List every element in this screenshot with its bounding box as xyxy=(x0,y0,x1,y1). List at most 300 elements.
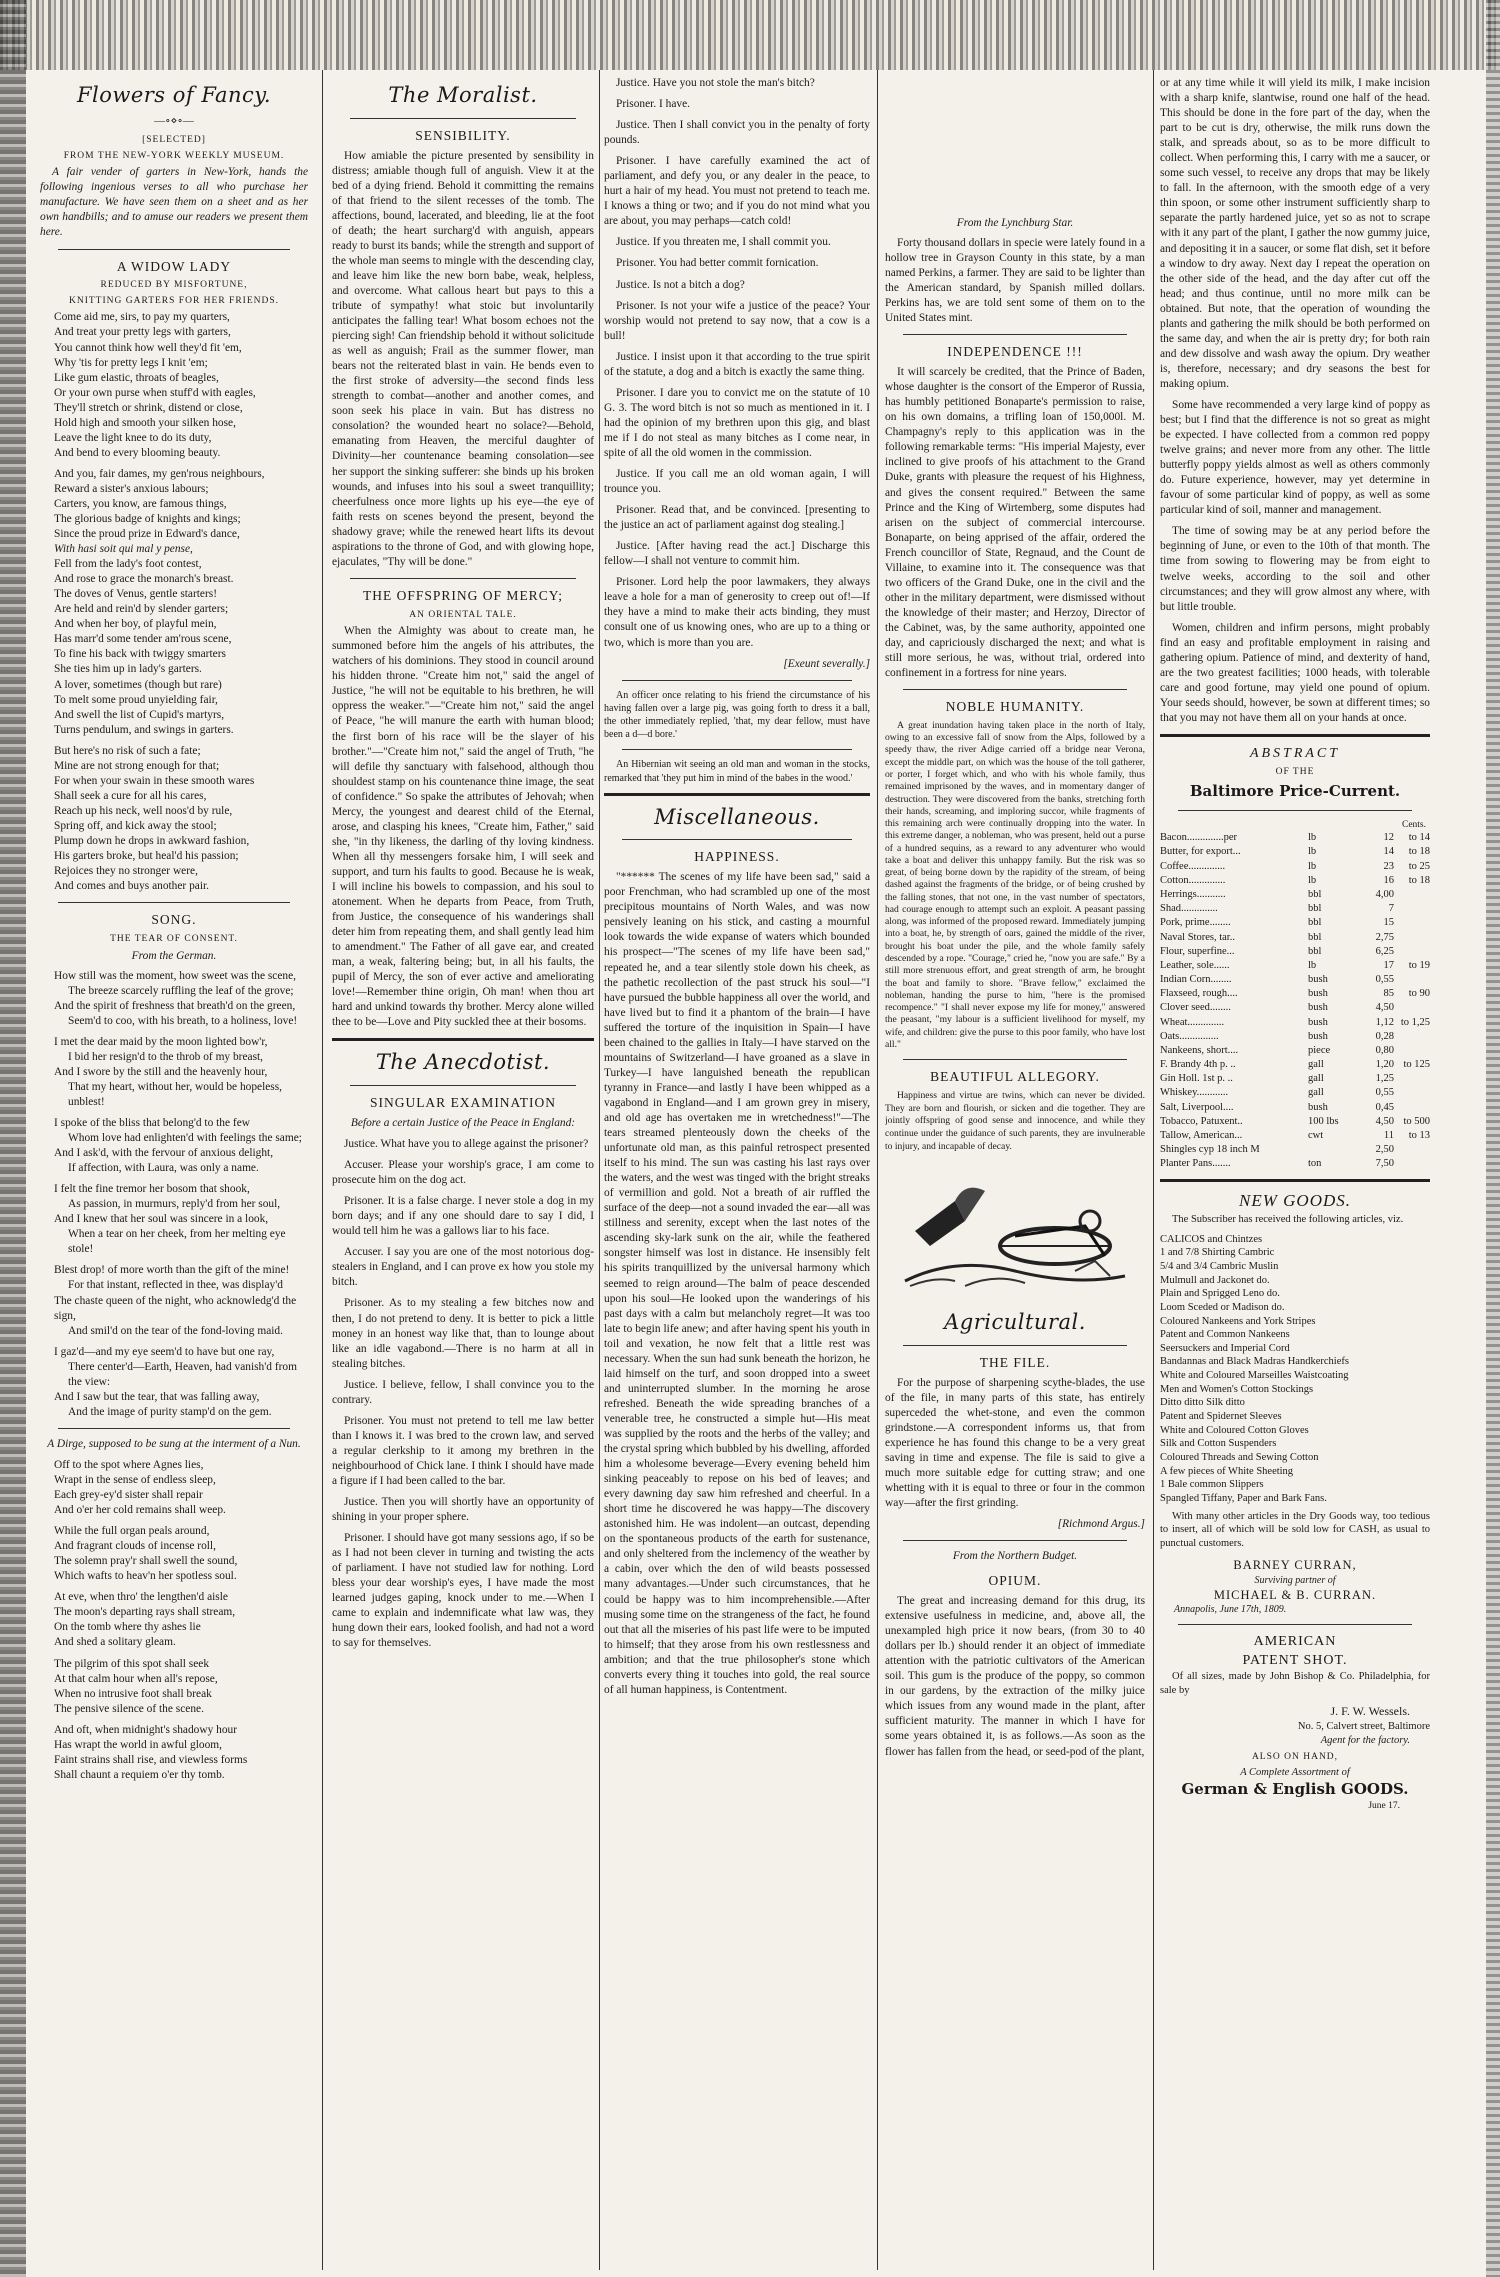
price-v1: 0,80 xyxy=(1375,1044,1394,1056)
noble-humanity-title: NOBLE HUMANITY. xyxy=(945,699,1085,715)
price-row xyxy=(1160,860,1430,874)
poem-line: Fell from the lady's foot contest, xyxy=(54,558,202,571)
poem-stanza xyxy=(40,969,308,1029)
price-v2 xyxy=(1394,916,1430,930)
price-unit: ton xyxy=(1308,1158,1322,1170)
column-rule xyxy=(322,70,323,2270)
dialogue-line: Justice. I insist upon it that according to the true spirit of the statute, a dog and a bitch is exactly the same thing. xyxy=(604,350,870,378)
divider xyxy=(350,1085,576,1086)
june-17: June 17. xyxy=(1368,1800,1400,1811)
anecdote-hibernian: An Hibernian wit seeing an old man and woman in the stocks, remarked that 'they put him in mind of the babes in the wood.' xyxy=(604,759,870,784)
poem-line: Whom love had enlighten'd with feelings the same; xyxy=(68,1132,302,1145)
price-v2 xyxy=(1394,1044,1430,1058)
price-unit: bush xyxy=(1308,974,1328,986)
price-v1: 4,00 xyxy=(1375,888,1394,900)
price-unit: bush xyxy=(1308,1101,1328,1113)
price-unit: gall xyxy=(1308,1073,1324,1085)
poem-line: Reach up his neck, well noos'd by rule, xyxy=(54,804,233,817)
poem-stanza xyxy=(40,1035,308,1110)
goods-outro: With many other articles in the Dry Goods way, too tedious to insert, all of which will be sold low for CASH, as usual to punctual customers. xyxy=(1160,1510,1430,1550)
poem-stanza xyxy=(40,1458,308,1518)
divider xyxy=(1178,810,1412,811)
file-source: [Richmond Argus.] xyxy=(1057,1518,1145,1531)
price-item: Clover seed........ xyxy=(1160,1002,1231,1014)
dialogue-line: Prisoner. I should have got many sessions ago, if so be as I had not been clever in turning and twisting the acts of parliament. I have not studied law for nothing. Lord bless your dear worship's eyes, I have made the most learned judges gaping, knock under to me.—When I came to explain and indemnificate what law was, they hung down their ears, looked foolish, and had not a word to say for themselves. xyxy=(332,1532,594,1650)
dialogue-line: Prisoner. Is not your wife a justice of the peace? Your worship would not pretend to say now, that a cow is a bull! xyxy=(604,299,870,342)
price-item: Oats............... xyxy=(1160,1030,1219,1042)
dialogue-line: Justice. If you call me an old woman again, I will trounce you. xyxy=(604,468,870,496)
mercy-title: THE OFFSPRING OF MERCY; xyxy=(363,587,563,603)
poem-line: Hold high and smooth your silken hose, xyxy=(54,416,236,429)
goods-item: White and Coloured Marseilles Waistcoating xyxy=(1160,1370,1349,1382)
poem-line: Since the proud prize in Edward's dance, xyxy=(54,528,240,541)
agent-for-factory: Agent for the factory. xyxy=(1320,1734,1410,1746)
poem-line: While the full organ peals around, xyxy=(54,1525,210,1538)
poem-line: But here's no risk of such a fate; xyxy=(54,744,201,757)
price-v1: 0,28 xyxy=(1375,1030,1394,1042)
price-v2: to 25 xyxy=(1408,860,1430,872)
ornament: —∘⋄∘— xyxy=(154,114,194,127)
price-unit: lb xyxy=(1308,874,1317,886)
dialogue-line: Justice. If you threaten me, I shall commit you. xyxy=(616,236,831,249)
goods-item: Seersuckers and Imperial Cord xyxy=(1160,1342,1290,1354)
price-v1: 17 xyxy=(1383,959,1394,971)
poem-line: Blest drop! of more worth than the gift of the mine! xyxy=(54,1264,290,1277)
flowers-of-fancy-heading: Flowers of Fancy. xyxy=(76,83,272,107)
poem-line: I met the dear maid by the moon lighted bow'r, xyxy=(54,1035,268,1048)
sensibility-paragraph: How amiable the picture presented by sensibility in distress; amiable though full of anguish. View it at the bed of a dying friend. Behold it committing the remains of that friend to the silent recesses of the tomb. The affections, bound, lacerated, and bleeding, lie at the foot of death; the heart surcharg'd with anguish, appears ready to burst its bands; while the strength and support of the whole man seems to mingle with the descending clay, and leave him like the new born babe, weak, helpless, and overcome. What callous heart but pays to this a tribute of sympathy! what stoic but involuntarily anticipates the falling tear! What bosom echoes not the piercing sigh! Can friendship behold it without solicitude as well as anguish; Frail as the summer flower, man bears not the reiterated blast in vain. He bends even to the first stroke of adversity—the second finds less strength to combat—another and another comes, and soon seek his place in vain. But has distress no consolation? the wounded heart no solace?—Behold, emanating from Heaven, the merciful daughter of Divinity—her countenance beaming consolation—see her support the sinking sufferer: she binds up his broken wounds, and infuses into his soul a sweet tranquillity; cheerfulness once more lights up his eye—the eye of faith rests on scenes beyond the present, beyond the shadowy grave; while the renewed heart lifts its devout aspirations to the throne of God, and with glowing hope, ejaculates, "Thy will be done." xyxy=(332,149,594,568)
poem-line: Like gum elastic, throats of beagles, xyxy=(54,371,219,384)
price-v2: to 500 xyxy=(1403,1115,1430,1127)
poem-line: Mine are not strong enough for that; xyxy=(54,759,220,772)
price-v2 xyxy=(1394,1157,1430,1171)
price-row xyxy=(1160,1143,1430,1157)
song-subtitle: THE TEAR OF CONSENT. xyxy=(110,934,238,944)
dialogue-line: Prisoner. I have carefully examined the act of parliament, and defy you, or any dealer in the peace, to hurt a hair of my head. You must not pretend to teach me. I knows a thing or two; and if you do not mind what you are about, you may perhaps—catch cold! xyxy=(604,155,870,228)
price-v1: 1,12 xyxy=(1375,1016,1394,1028)
poem-line: And fragrant clouds of incense roll, xyxy=(54,1540,216,1553)
patent-shot-heading: PATENT SHOT. xyxy=(1242,1652,1348,1668)
poem-line: And treat your pretty legs with garters, xyxy=(54,326,231,339)
price-row xyxy=(1160,1115,1430,1129)
price-row xyxy=(1160,1030,1430,1044)
price-v2: to 13 xyxy=(1408,1129,1430,1141)
dirge-title: A Dirge, supposed to be sung at the interment of a Nun. xyxy=(47,1437,301,1450)
divider xyxy=(903,334,1127,335)
mercy-subtitle: AN ORIENTAL TALE. xyxy=(409,609,517,620)
poem-line: And when her boy, of playful mein, xyxy=(54,618,217,631)
price-row xyxy=(1160,902,1430,916)
independence-paragraph: It will scarcely be credited, that the Prince of Baden, whose daughter is the consort of the Emperor of Russia, has humbly petitioned Bonaparte's permission to raise, on his own domains, a trifling loan of 150,000l. M. Champagny's reply to this application was in the following remarkable terms: "His imperial Majesty, ever inclined to give proofs of his attachment to the Grand Duke, grants with pleasure the request of his Highness, and gives the consent required." Between the same Prince and the King of Wirtemberg, some disputes had arisen on the subject of commercial intercourse. Bonaparte, on being apprised of the affair, ordered the French councillor of State, Regnaud, and the Count de Villaine, to examine into it. The consequence was that two officers of the Grand Duke, one in the civil and the other in the military department, were dismissed without the knowledge of their master; and Herzoy, Director of the Cabinet, was, by the same authority, appointed one day, and capriciously discharged the next; and what is still more serious, he was, without trial, ordered into confinement in a fortress for nine years. xyxy=(885,366,1145,680)
poem-line: Shall seek a cure for all his cares, xyxy=(54,789,207,802)
poem-line: I spoke of the bliss that belong'd to the few xyxy=(54,1117,250,1129)
divider xyxy=(332,1038,594,1041)
poem-line: Has marr'd some tender am'rous scene, xyxy=(54,633,232,646)
goods-item: Ditto ditto Silk ditto xyxy=(1160,1397,1245,1409)
cents-label: Cents. xyxy=(1401,819,1426,830)
price-row xyxy=(1160,916,1430,930)
price-v2 xyxy=(1394,902,1430,916)
price-unit: bush xyxy=(1308,988,1328,1000)
column-4 xyxy=(885,76,1145,2266)
poem-line: For that instant, reflected in thee, was display'd xyxy=(68,1279,283,1292)
poem-line: Why 'tis for pretty legs I knit 'em; xyxy=(54,356,208,369)
poem-line: She ties him up in lady's garters. xyxy=(54,663,202,676)
new-goods-title: NEW GOODS. xyxy=(1239,1191,1351,1211)
opium-paragraph-4: Women, children and infirm persons, might probably find an easy and profitable employment in raising and gathering opium. Patience of mind, and dexterity of hand, are the two greatest facilities; 1000 heads, with tolerable care and good fortune, may yield one pound of opium. Your seeds should, however, be sown at different times; so that you may not have them all on your hands at once. xyxy=(1160,621,1430,724)
noble-humanity-paragraph: A great inundation having taken place in the north of Italy, owing to an excessive fall of snow from the Alps, followed by a speedy thaw, the river Adige carried off a bridge near Verona, except the middle part, on which was the house of the toll gatherer, or porter, I forget which, and who with his whole family, thus remained imprisoned by the waves, and in momentary danger of destruction. They were discovered from the banks, stretching forth their hands, screaming, and imploring succor, while fragments of this remaining arch were continually dropping into the water. In this extreme danger, a nobleman, who was present, held out a purse of a hundred sequins, as a reward to any adventurer who would take a boat and deliver this unhappy family. But the risk was so great, of being borne down by the rapidity of the stream, of being dashed against the fragments of the bridge, or of being crushed by the falling stones, that not one, in the vast number of spectators, had courage enough to attempt such an exploit. A peasant passing along, was informed of the proposed reward. Immediately jumping into a boat, he, by strength of oars, gained the middle of the river, brought his boat under the pile, and the whole family safely descended by a rope. "Courage," cried he, "now you are safe." By a still more strenuous effort, and great strength of arm, he brought the boat and family to shore. "Brave fellow," exclaimed the nobleman, handing the purse to him, "here is the promised recompence." "I shall never expose my life for money," answered the peasant, "my labour is a sufficient livelihood for myself, my wife, and children: give the purse to this poor family, who have lost all." xyxy=(885,719,1145,1050)
poem-line: And you, fair dames, my gen'rous neighbours, xyxy=(54,467,265,480)
goods-item: Bandannas and Black Madras Handkerchiefs xyxy=(1160,1356,1349,1368)
price-v2 xyxy=(1394,973,1430,987)
new-goods-intro: The Subscriber has received the following articles, viz. xyxy=(1172,1213,1404,1225)
poem-line: A lover, sometimes (though but rare) xyxy=(54,678,222,691)
poem-line: With hasi soit qui mal y pense, xyxy=(54,543,193,556)
price-v1: 1,20 xyxy=(1375,1059,1394,1071)
poem-line: I felt the fine tremor her bosom that shook, xyxy=(54,1183,250,1196)
price-item: Herrings........... xyxy=(1160,888,1226,900)
poem-line: Reward a sister's anxious labours; xyxy=(54,482,209,495)
goods-item: 1 and 7/8 Shirting Cambric xyxy=(1160,1247,1275,1259)
poem-line: His garters broke, but heal'd his passion; xyxy=(54,850,239,863)
poem-line: As passion, in murmurs, reply'd from her soul, xyxy=(68,1198,281,1211)
michael-curran: MICHAEL & B. CURRAN. xyxy=(1213,1587,1377,1602)
price-v1: 14 xyxy=(1383,846,1394,858)
divider xyxy=(903,1059,1127,1060)
price-v1: 85 xyxy=(1383,988,1394,1000)
goods-item: Patent and Spidernet Sleeves xyxy=(1160,1411,1282,1423)
price-row xyxy=(1160,1072,1430,1086)
price-v1: 7 xyxy=(1388,903,1394,915)
price-unit: gall xyxy=(1308,1087,1324,1099)
poem-line: Leave the light knee to do its duty, xyxy=(54,431,212,444)
goods-item: CALICOS and Chintzes xyxy=(1160,1233,1263,1245)
price-row xyxy=(1160,973,1430,987)
dialogue-line: Justice. I believe, fellow, I shall convince you to the contrary. xyxy=(332,1378,594,1406)
price-unit: 100 lbs xyxy=(1308,1115,1339,1127)
scan-edge-left xyxy=(0,0,26,2277)
dialogue-line: Accuser. I say you are one of the most notorious dog-stealers in England, and I can prove ex how you stole my bitch. xyxy=(332,1246,594,1289)
poem-stanza xyxy=(40,467,308,738)
goods-item: Silk and Cotton Suspenders xyxy=(1160,1438,1277,1450)
price-item: Bacon..............per xyxy=(1160,832,1237,844)
anecdotist-heading: The Anecdotist. xyxy=(375,1050,551,1075)
exeunt-note: [Exeunt severally.] xyxy=(783,657,870,670)
poem-line: The moon's departing rays shall stream, xyxy=(54,1606,236,1619)
poem-line: At eve, when thro' the lengthen'd aisle xyxy=(54,1591,228,1604)
poem-line: Turns pendulum, and swings in garters. xyxy=(54,723,234,736)
price-item: Shad.............. xyxy=(1160,903,1218,915)
price-current-title: Baltimore Price-Current. xyxy=(1189,781,1401,800)
wessels: J. F. W. Wessels. xyxy=(1330,1704,1410,1719)
price-item: Shingles cyp 18 inch M xyxy=(1160,1144,1260,1156)
divider xyxy=(1160,734,1430,737)
price-item: Salt, Liverpool.... xyxy=(1160,1101,1234,1113)
opium-title: OPIUM. xyxy=(988,1573,1042,1589)
poem-line: And smil'd on the tear of the fond-loving maid. xyxy=(68,1324,283,1337)
poem-line: There center'd—Earth, Heaven, had vanish'd from the view: xyxy=(68,1360,297,1388)
sensibility-title: SENSIBILITY. xyxy=(415,127,511,143)
exam-subtitle: Before a certain Justice of the Peace in England: xyxy=(350,1116,576,1129)
dialogue-line: Accuser. Please your worship's grace, I am come to prosecute him on the dog act. xyxy=(332,1159,594,1187)
file-paragraph: For the purpose of sharpening scythe-blades, the use of the file, in many parts of this state, has entirely superceded the whet-stone, and even the common grindstone.—A correspondent informs us, that from experience he has found this change to be a very great saving in time and expense. The file is said to give a much more suitable edge for cutting straw; and one whetting with it is equal to three or four in the common way—after the first grinding. xyxy=(885,1376,1145,1510)
price-item: Pork, prime........ xyxy=(1160,917,1231,929)
poem-line: The breeze scarcely ruffling the leaf of the grove; xyxy=(68,984,294,997)
poem-line: And I saw but the tear, that was falling away, xyxy=(54,1390,260,1403)
price-unit: lb xyxy=(1308,846,1317,858)
poem-line: They'll stretch or shrink, distend or close, xyxy=(54,401,243,414)
price-item: Gin Holl. 1st p. .. xyxy=(1160,1073,1233,1085)
price-v2: to 1,25 xyxy=(1400,1016,1430,1028)
goods-item: 1 Bale common Slippers xyxy=(1160,1479,1264,1491)
price-item: Leather, sole...... xyxy=(1160,959,1230,971)
price-v2 xyxy=(1394,888,1430,902)
poem-line: And the spirit of freshness that breath'd on the green, xyxy=(54,999,296,1012)
price-unit: piece xyxy=(1308,1044,1331,1056)
price-v2: to 14 xyxy=(1408,832,1430,844)
poem-line: You cannot think how well they'd fit 'em, xyxy=(54,341,242,354)
goods-item: White and Coloured Cotton Gloves xyxy=(1160,1424,1309,1436)
opium-paragraph-2: Some have recommended a very large kind of poppy as best; but I find that the difference is not so great as might be expected. I have collected from a common red poppy twelve grains; and never more from any other. The little butterfly poppy yields almost as well as others commonly do. Future experience, however, may yet determine in favour of some particular kind of poppy, as well as some particular kind of soil, manner and management. xyxy=(1160,398,1430,517)
poem-line: At that calm hour when all's repose, xyxy=(54,1672,218,1685)
poem-line: The pilgrim of this spot shall seek xyxy=(54,1657,210,1670)
poem-line: The doves of Venus, gentle starters! xyxy=(54,588,218,601)
price-v2: to 125 xyxy=(1403,1059,1430,1071)
dialogue-line: Prisoner. You must not pretend to tell me law better than I knows it. I was bred to the crown law, and served a regular clerkship to it among my brethren in the neighbourhood of Chick lane. I think I should have made a figure if I had been called to the bar. xyxy=(332,1414,594,1487)
price-unit: bush xyxy=(1308,1002,1328,1014)
calvert-street: No. 5, Calvert street, Baltimore xyxy=(1297,1720,1430,1732)
price-unit: bush xyxy=(1308,1016,1328,1028)
price-row xyxy=(1160,945,1430,959)
price-v2 xyxy=(1394,1143,1430,1157)
price-item: Butter, for export... xyxy=(1160,846,1241,858)
column-1 xyxy=(40,76,308,2266)
poem-line: Rejoices they no stronger were, xyxy=(54,865,198,878)
price-v2: to 18 xyxy=(1408,846,1430,858)
dialogue-line: Justice. Is not a bitch a dog? xyxy=(616,278,745,291)
goods-item: Loom Sceded or Madison do. xyxy=(1160,1301,1285,1313)
price-unit: bbl xyxy=(1308,917,1322,929)
poem-line: And oft, when midnight's shadowy hour xyxy=(54,1723,238,1736)
price-item: Tallow, American... xyxy=(1160,1129,1243,1141)
divider xyxy=(622,839,852,840)
price-unit: bbl xyxy=(1308,931,1322,943)
abstract-title: ABSTRACT xyxy=(1249,745,1341,761)
price-item: Planter Pans....... xyxy=(1160,1158,1231,1170)
opium-paragraph: The great and increasing demand for this drug, its extensive usefulness in medicine, and, above all, the unexampled high price it now bears, (from 30 to 40 dollars per lb.) should render it an object of immediate attention with the patriotic cultivators of the American soil. This gum is the produce of the poppy, so common in our gardens, by the extraction of the milky juice which issues from any wound made in the plant, after sufficient maturity. The manner in which I have for some years obtained it, is as follows.—As soon as the flower has fallen from the head, or seed-pod of the plant, xyxy=(885,1595,1145,1758)
poem-line: And I knew that her soul was sincere in a look, xyxy=(54,1213,269,1226)
opium-paragraph-3: The time of sowing may be at any period before the beginning of June, or even to the 10th of that month. The time from sowing to flowering may be from eight to twelve weeks, according to the soil and other circumstances; and they will grow almost any where, with but little trouble. xyxy=(1160,525,1430,613)
poem-stanza xyxy=(40,1524,308,1584)
goods-item: Spangled Tiffany, Paper and Bark Fans. xyxy=(1160,1492,1327,1504)
price-item: F. Brandy 4th p. .. xyxy=(1160,1059,1236,1071)
dialogue-line: Prisoner. Lord help the poor lawmakers, they always leave a hole for a man of generosity to creep out of!—If they have a mind to make their acts binding, they must consult one of us knowing ones, who are up to a thing or two, which is more than you are. xyxy=(604,576,870,649)
price-v1: 1,25 xyxy=(1375,1073,1394,1085)
price-item: Flour, superfine... xyxy=(1160,945,1235,957)
poem-line: And swell the list of Cupid's martyrs, xyxy=(54,708,225,721)
price-row xyxy=(1160,931,1430,945)
poem-line: When no intrusive foot shall break xyxy=(54,1687,212,1700)
column-rule xyxy=(1153,70,1154,2270)
divider xyxy=(1178,1624,1412,1625)
price-row xyxy=(1160,1086,1430,1100)
dialogue-line: Prisoner. Read that, and be convinced. [presenting to the justice an act of parliament against dog stealing.] xyxy=(604,504,870,532)
beautiful-allegory-title: BEAUTIFUL ALLEGORY. xyxy=(930,1069,1100,1085)
price-unit: lb xyxy=(1308,832,1317,844)
poem-line: And shed a solitary gleam. xyxy=(54,1636,176,1649)
price-v2 xyxy=(1394,931,1430,945)
divider xyxy=(903,1345,1127,1346)
scan-edge-right xyxy=(1486,0,1500,2277)
widow-subtitle: REDUCED BY MISFORTUNE, xyxy=(100,280,248,291)
price-v1: 2,50 xyxy=(1375,1144,1394,1156)
poem-stanza xyxy=(40,744,308,894)
poem-line: And rose to grace the monarch's breast. xyxy=(54,573,234,586)
poem-line: Spring off, and kick away the stool; xyxy=(54,819,217,832)
price-v1: 11 xyxy=(1383,1129,1394,1141)
poem-line: Which wafts to heav'n her spotless soul. xyxy=(54,1570,237,1583)
poem-line: Are held and rein'd by slender garters; xyxy=(54,603,229,616)
price-unit: lb xyxy=(1308,959,1317,971)
happiness-paragraph: "****** The scenes of my life have been sad," said a poor Frenchman, who had scrambled up one of the most precipitous mountains of North Wales, and was now pensively leaning on his stick, and casting a mournful look towards the wide expanse of waters which bounded his prospect—"The scenes of my life have been sad," repeated he, and a tear silently stole down his cheek, as the pathetic recollection of the past struck his soul—"I have pursued the bubble happiness all over the world, and have lived but to find it a phantom of the brain—I have suffered the torture of the inquisition in Spain—I have been chained to the gallies in Italy—I have starved on the mountains of Switzerland—I have groaned as a slave in Turkey—I have languished beneath the republican tyranny in France—and lastly I have been whipped as a vagabond in England—and I am grown grey in misery, and old age has overtaken me in wretchedness!"—The tears streamed plenteously down the cheeks of the unfortunate old man, as this painful retrospect presented itself to his mind. The sun was casting his last rays over the waters, and the west was tinged with the bright streaks of vermillion and gold. Not a breath of air ruffled the surface of the deep—not a sound invaded the ear—all was stillness and serenity, except when the last notes of the ascending sky-lark sunk on the air, while the feathered songster himself was lost in distance. He insensibly felt his spirits tranquillized by the universal harmony which seemed to reign around—The balm of peace descended upon his soul—He looked upon the wanderings of his past days with a calm but melancholy regret—It was too late to begin life anew; and after having spent his youth in toil and vexation, he now felt that a little rest was necessary. When the sun had sunk beneath the horizon, he laid himself on the turf, and soon dropped into a sweet and uninterrupted slumber. In the morning he arose refreshed. Beneath the wide spreading branches of a venerable tree, he constructed a simple hut—His meat was supplied by the roots and the herbs of the valley; and the crystal spring which bubbled by his dwelling, afforded him a wholesome beverage—Every evening beheld him sinking peaceably to repose on his bed of leaves; and every dawning day saw him refreshed and cheerful. In a short time he discovered he was happy—The discovery astonished him. He was indolent—an outcast, depending on the spontaneous products of the earth for sustenance, and only sheltered from the inclemency of the weather by a cabin, over which the den of wild beasts possessed many advantages.—Under such circumstances, that he could be happy was to him incomprehensible.—After musing some time on the strangeness of the fact, he found out that all the miseries of his past life were to be imputed to himself; that they arose from his own restlessness and ambition; and that the true philosopher's stone which converts every thing it touches into gold, the real source of all human happiness, is Contentment. xyxy=(604,871,870,1696)
price-row xyxy=(1160,1058,1430,1072)
dialogue-line: Justice. What have you to allege against the prisoner? xyxy=(344,1138,589,1151)
price-v1: 0,45 xyxy=(1375,1101,1394,1113)
widow-subtitle-2: KNITTING GARTERS FOR HER FRIENDS. xyxy=(68,295,280,306)
price-v2 xyxy=(1394,1086,1430,1100)
opium-continued: or at any time while it will yield its milk, I make incision with a sharp knife, slantwise, round one half of the head. This should be done in the fore part of the day, when the part to be cut is dry, otherwise, the milk runs down the stalk, and spreads about, so as to be more difficult to collect. When performing this, I carry with me a saucer, or some such vessel, to receive any drops that may be likely to fall. In the afternoon, with the smooth edge of a very thin spoon, or some other instrument sufficiently sharp to separate the partly hardened juice, yet so as not to scrape with it any part of the plant, I gather the now gummy juice, and depositing it in a saucer, or some flat dish, set it before a window to dry away. Next day I repeat the operation on the other side of the head, and the day after cut off the head; and thus continue, until no more milk can be obtained. But note, that the operation of wounding the plants and gathering the milk should be both performed on the same day, and when the air is pretty dry; for both rain and dew dissolve and wash away the opium. Dry weather is, therefore, necessary; and dry seasons the best for making opium. xyxy=(1160,77,1430,390)
dialogue-line: Justice. [After having read the act.] Discharge this fellow—I shall not venture to commit him. xyxy=(604,540,870,568)
goods-item: Men and Women's Cotton Stockings xyxy=(1160,1383,1314,1395)
price-unit xyxy=(1308,1143,1354,1157)
annapolis-date: Annapolis, June 17th, 1809. xyxy=(1174,1604,1287,1616)
price-v1: 6,25 xyxy=(1375,945,1394,957)
poem-line: I gaz'd—and my eye seem'd to have but one ray, xyxy=(54,1345,275,1358)
poem-line: And the image of purity stamp'd on the gem. xyxy=(68,1405,272,1418)
dialogue-line: Justice. Then I shall convict you in the penalty of forty pounds. xyxy=(604,119,870,147)
poem-stanza xyxy=(40,1116,308,1176)
poem-line: Come aid me, sirs, to pay my quarters, xyxy=(54,311,230,324)
price-v1: 4,50 xyxy=(1375,1115,1394,1127)
agricultural-heading: Agricultural. xyxy=(944,1310,1086,1335)
complete-assortment: A Complete Assortment of xyxy=(1240,1767,1350,1779)
price-v2 xyxy=(1394,945,1430,959)
divider xyxy=(350,118,576,119)
price-row xyxy=(1160,1016,1430,1030)
price-v1: 15 xyxy=(1383,917,1394,929)
divider xyxy=(58,249,290,250)
shot-text: Of all sizes, made by John Bishop & Co. Philadelphia, for sale by xyxy=(1160,1671,1430,1697)
poem-line: Carters, you know, are famous things, xyxy=(54,497,227,510)
poem-stanza xyxy=(40,310,308,460)
price-unit: lb xyxy=(1308,860,1317,872)
song-source: From the German. xyxy=(131,949,217,962)
abstract-of: OF THE xyxy=(1275,767,1315,778)
northern-budget-source: From the Northern Budget. xyxy=(952,1550,1078,1563)
mercy-paragraph: When the Almighty was about to create man, he summoned before him the angels of his attributes, the watchers of his dominions. They stood in council around his hidden throne. "Create him not," said the angel of Justice, "he will not be equitable to his brethren, he will oppress the weaker."—"Create him not," said the angel of Peace, "he will manure the earth with human blood; the first born of his race will be the slayer of his brother."—"Create him not," said the angel of Truth, "he will defile thy sanctuary with falsehood, although thou shouldest stamp on his countenance thine image, the seat of confidence." So spake the attributes of Jehovah; when Mercy, the youngest and dearest child of the Eternal, arose, and clasping his knees, "Create him, Father," said she, "in thy likeness, the darling of thy loving kindness. When all thy messengers forsake him, I will seek and support, and turn his faults to good. Because he is weak, I will incline his bowels to compassion, and his soul to atonement. When he departs from Peace, from Truth, from Justice, the consequence of his wanderings shall deter him from repeating them, and shall gently lead him to amendment." The Father of all gave ear, and created man, a weak, faltering being; but, in all his faults, the pupil of Mercy, the son of ever active and ameliorating love!—Remember thine origin, Oh man! when thou art hard and unkind towards thy brother. Mercy alone willed thee to be—Love and Pity suckled thee at their bosoms. xyxy=(332,625,594,1029)
price-item: Tobacco, Patuxent.. xyxy=(1160,1115,1243,1127)
price-row xyxy=(1160,1157,1430,1171)
selected-label: [SELECTED] xyxy=(142,135,206,146)
poem-line: If affection, with Laura, was only a name. xyxy=(68,1162,259,1175)
divider xyxy=(622,749,852,750)
poem-line: Seem'd to coo, with his breath, to a holiness, love! xyxy=(68,1014,298,1027)
moralist-heading: The Moralist. xyxy=(388,83,538,107)
poem-line: The pensive silence of the scene. xyxy=(54,1702,204,1715)
song-title: SONG. xyxy=(151,912,197,928)
dialogue-line: Justice. Then you will shortly have an opportunity of shining in your proper sphere. xyxy=(332,1496,594,1524)
dialogue-line: Prisoner. It is a false charge. I never stole a dog in my born days; and if any one should dare to say I did, I would tell him he was a gallows liar to his face. xyxy=(332,1195,594,1238)
poem-line: Plump down he drops in awkward fashion, xyxy=(54,835,250,847)
goods-item: A few pieces of White Sheeting xyxy=(1160,1465,1294,1477)
price-row xyxy=(1160,987,1430,1001)
goods-item: Coloured Threads and Sewing Cotton xyxy=(1160,1451,1319,1463)
divider xyxy=(58,902,290,903)
divider xyxy=(622,680,852,681)
price-v2 xyxy=(1394,1030,1430,1044)
price-row xyxy=(1160,874,1430,888)
price-unit: cwt xyxy=(1308,1129,1324,1141)
dialogue-line: Prisoner. I have. xyxy=(616,98,691,111)
poem-stanza xyxy=(40,1182,308,1257)
price-v1: 16 xyxy=(1383,874,1394,886)
poem-line: The glorious badge of knights and kings; xyxy=(54,513,241,526)
goods-item: 5/4 and 3/4 Cambric Muslin xyxy=(1160,1261,1279,1272)
goods-list xyxy=(1160,1233,1430,1506)
price-v2 xyxy=(1394,1072,1430,1086)
poem-line: Faint strains shall rise, and viewless forms xyxy=(54,1753,248,1766)
price-row xyxy=(1160,1044,1430,1058)
price-row xyxy=(1160,1001,1430,1015)
price-item: Naval Stores, tar.. xyxy=(1160,931,1235,943)
price-v2 xyxy=(1394,1001,1430,1015)
poem-line: The chaste queen of the night, who acknowledg'd the sign, xyxy=(54,1294,297,1322)
dialogue-line: Prisoner. As to my stealing a few bitches now and then, I do not pretend to deny. It is better to pick a little money in an honest way like that, than to lounge about like an idle vagabond.—There is no harm at all in stealing bitches. xyxy=(332,1297,594,1370)
price-unit: bbl xyxy=(1308,888,1322,900)
price-row xyxy=(1160,845,1430,859)
scan-edge-top xyxy=(0,0,1500,70)
price-item: Wheat.............. xyxy=(1160,1016,1225,1028)
poem-line: And comes and buys another pair. xyxy=(54,880,210,893)
poem-line: On the tomb where thy ashes lie xyxy=(54,1621,201,1634)
poem-line: Shall chaunt a requiem o'er thy tomb. xyxy=(54,1768,225,1781)
poem-line: And I ask'd, with the fervour of anxious delight, xyxy=(54,1147,274,1160)
price-row xyxy=(1160,1101,1430,1115)
miscellaneous-heading: Miscellaneous. xyxy=(654,804,820,829)
goods-item: Mulmull and Jackonet do. xyxy=(1160,1274,1270,1286)
poem-line: That my heart, without her, would be hopeless, unblest! xyxy=(68,1080,283,1108)
divider xyxy=(903,1540,1127,1541)
price-v1: 4,50 xyxy=(1375,1002,1394,1014)
price-unit: bbl xyxy=(1308,903,1322,915)
goods-item: Patent and Common Nankeens xyxy=(1160,1329,1290,1341)
intro-paragraph: A fair vender of garters in New-York, hands the following ingenious verses to all who purchase her manufacture. We have seen them on a sheet and as her own handbills; and to amuse our readers we present them here. xyxy=(40,166,308,239)
price-v1: 7,50 xyxy=(1375,1158,1394,1170)
poem-stanza xyxy=(40,1723,308,1783)
poem-line: And I swore by the still and the heavenly hour, xyxy=(54,1065,268,1078)
price-v1: 23 xyxy=(1383,860,1394,872)
price-v2 xyxy=(1394,1101,1430,1115)
poem-line: How still was the moment, how sweet was the scene, xyxy=(54,969,297,982)
price-item: Cotton.............. xyxy=(1160,874,1226,886)
price-row xyxy=(1160,1129,1430,1143)
lynchburg-paragraph: Forty thousand dollars in specie were lately found in a hollow tree in Grayson County in this state, by a man named Perkins, a farmer. They are said to be lighter than the American standard, by Spanish milled dollars. Perkins has, we are told sent some of them on to the United States mint. xyxy=(885,237,1145,325)
column-3 xyxy=(604,76,870,2266)
poem-line: And o'er her cold remains shall weep. xyxy=(54,1504,226,1517)
price-v2: to 19 xyxy=(1408,959,1430,971)
surviving-partner: Surviving partner of xyxy=(1254,1574,1336,1586)
widow-lady-title: A WIDOW LADY xyxy=(116,258,232,274)
